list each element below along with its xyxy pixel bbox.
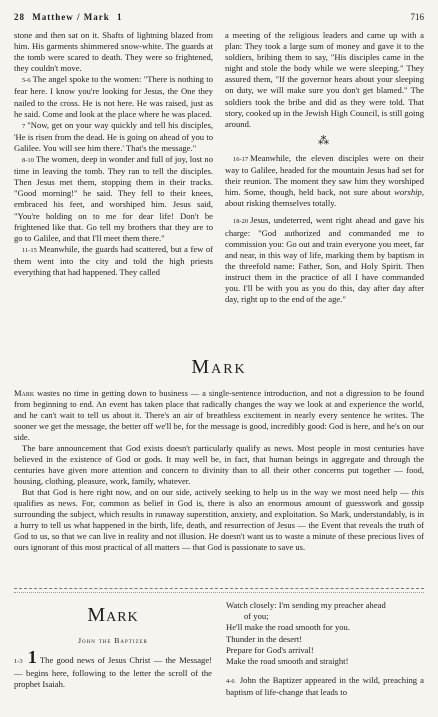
running-title: Matthew / Mark: [32, 12, 110, 22]
poem-line: Make the road smooth and straight!: [226, 656, 349, 667]
paragraph-text: The angel spoke to the women: "There is nothing to fear here. I know you're looking for Jesus, the One they nailed to the cross. He is not here. He was raised, just as he said. Come and look at the place where he was placed.: [14, 74, 213, 119]
mark-introduction: [14, 388, 424, 580]
poem-line: Thunder in the desert!: [226, 633, 303, 644]
paragraph: [14, 74, 213, 119]
poem-line: He'll make the road smooth for you.: [226, 622, 350, 633]
page-number-left: 28: [14, 12, 25, 22]
lead-word: Mark: [14, 388, 35, 398]
paragraph: [225, 153, 424, 209]
page-number-right: 716: [410, 12, 424, 22]
matthew-columns: [14, 30, 424, 340]
paragraph-text: But that God is here right now, and on our side, actively seeking to help us in the way we most need help —: [22, 487, 412, 497]
verse-number: 18-20: [233, 218, 249, 226]
section-ornament: ⁂: [318, 134, 331, 147]
section-heading: John the Baptizer: [78, 636, 148, 646]
paragraph-text: qualifies as news. For, common as belief in God is, there is also an enormous amount of guesswork and gossip surrounding the subject, which results in runaway superstition, anxiety, and exploitation. So Mark, understandably, is in a hurry to tell us what happened in the birth, life, death, and resurrection of Jesus — the Event that reveals the truth of God to us, so that we can live in reality and not illusion. He doesn't want us to waste a minute of these precious lives of ours ignorant of this most practical of all matters — that God is passionate to save us.: [14, 498, 424, 552]
emphasis: worship: [394, 187, 422, 198]
paragraph-text: Meanwhile, the guards had scattered, but a few of them went into the city and told the high priests everything that had happened. They called: [14, 243, 213, 277]
verse-number: 7: [22, 122, 26, 130]
book-right-column: [226, 600, 424, 713]
running-header: [14, 10, 424, 24]
paragraph: [14, 244, 213, 278]
emphasis: this: [411, 487, 424, 497]
book-title: Mark: [87, 604, 139, 626]
poem-line: Watch closely: I'm sending my preacher ahead: [226, 600, 386, 610]
header-left: [14, 12, 126, 22]
paragraph-text: , about risking themselves totally.: [225, 187, 424, 209]
paragraph: [225, 215, 424, 305]
paragraph-text: The good news of Jesus Christ — the Message! — begins here, following to the letter the scroll of the prophet Isaiah.: [14, 655, 212, 689]
paragraph-text: The women, deep in wonder and full of joy, lost no time in leaving the tomb. They ran to tell the disciples. Then Jesus met them, stopping them in their tracks. "Good morning!" he said. They fell to their knees, embraced his feet, and worshiped him. Jesus said, "You're holding on to me for dear life! Don't be frightened like that. Go tell my brothers that they are to go to Galilee, and that I'll meet them there.": [14, 154, 213, 243]
paragraph-text: "Now, get on your way quickly and tell his disciples, 'He is risen from the dead. He is going on ahead of you to Galilee. You will see him there.' That's the message.": [14, 119, 213, 153]
section-divider: [14, 588, 424, 593]
paragraph-text: Meanwhile, the eleven disciples were on their way to Galilee, headed for the mountain Jesus had set for their reunion. The moment they saw him they worshiped him. Some, though, held back, not sure about: [225, 152, 424, 198]
paragraph: [14, 120, 213, 154]
paragraph: [14, 647, 212, 690]
header-chapter: 1: [116, 12, 123, 22]
verse-number: 1-3: [14, 658, 23, 666]
chapter-number: 1: [27, 647, 37, 668]
book-left-column: [14, 600, 212, 713]
left-column: [14, 30, 213, 340]
paragraph: [14, 487, 424, 553]
paragraph-text: John the Baptizer appeared in the wild, preaching a baptism of life-change that leads to: [226, 675, 424, 698]
paragraph: [14, 388, 424, 443]
paragraph: stone and then sat on it. Shafts of lightning blazed from him. His garments shimmered snow-white. The guards at the tomb were scared to death. They were so frightened, they couldn't move.: [14, 30, 213, 74]
right-column: [225, 30, 424, 340]
paragraph: The bare announcement that God exists doesn't particularly qualify as news. Most people in most centuries have believed in the existence of God or gods. It may well be, in fact, that human beings in aggregate and through the centuries have given more attention and concern to divinity than to all their other concerns put together — food, housing, clothing, pleasure, work, family, whatever.: [14, 443, 424, 486]
intro-title: Mark: [191, 356, 247, 378]
verse-number: 5-6: [22, 77, 31, 85]
verse-number: 16-17: [233, 155, 249, 163]
verse-number: 11-15: [22, 246, 37, 254]
mark-book-start: [14, 600, 424, 713]
verse-number: 8-10: [22, 157, 34, 165]
poem-line: of you;: [244, 611, 269, 622]
verse-number: 4-6: [226, 678, 235, 686]
paragraph-text: Jesus, undeterred, went right ahead and gave his charge: "God authorized and commanded me to commission you: Go out and train everyone you meet, far and near, in this way of life, marking them by baptism in the threefold name: Father, Son, and Holy Spirit. Then instruct them in the practice of all I have commanded you. I'll be with you as you do this, day after day after day, right up to the end of the age.": [225, 215, 424, 305]
poem-line: Prepare for God's arrival!: [226, 644, 314, 655]
paragraph-text: wastes no time in getting down to business — a single-sentence introduction, and not a digression to be found from beginning to end. An event has taken place that radically changes the way we look at and experience the world, and he can't wait to tell us about it. There's an air of breathless excitement in nearly every sentence he writes. The sooner we get the message, the better off we'll be, for the message is good, incredibly good: God is here, and he's on our side.: [14, 388, 424, 442]
paragraph: a meeting of the religious leaders and came up with a plan: They took a large sum of money and gave it to the soldiers, bribing them to say, "His disciples came in the night and stole the body while we were sleeping." They assured them, "If the governor hears about your sleeping on duty, we will make sure you don't get blamed." The soldiers took the bribe and did as they were told. That story, cooked up in the Jewish High Council, is still going around.: [225, 30, 424, 129]
paragraph: [14, 154, 213, 244]
poem: [226, 600, 424, 667]
spacer: [226, 667, 424, 675]
paragraph: [226, 675, 424, 698]
